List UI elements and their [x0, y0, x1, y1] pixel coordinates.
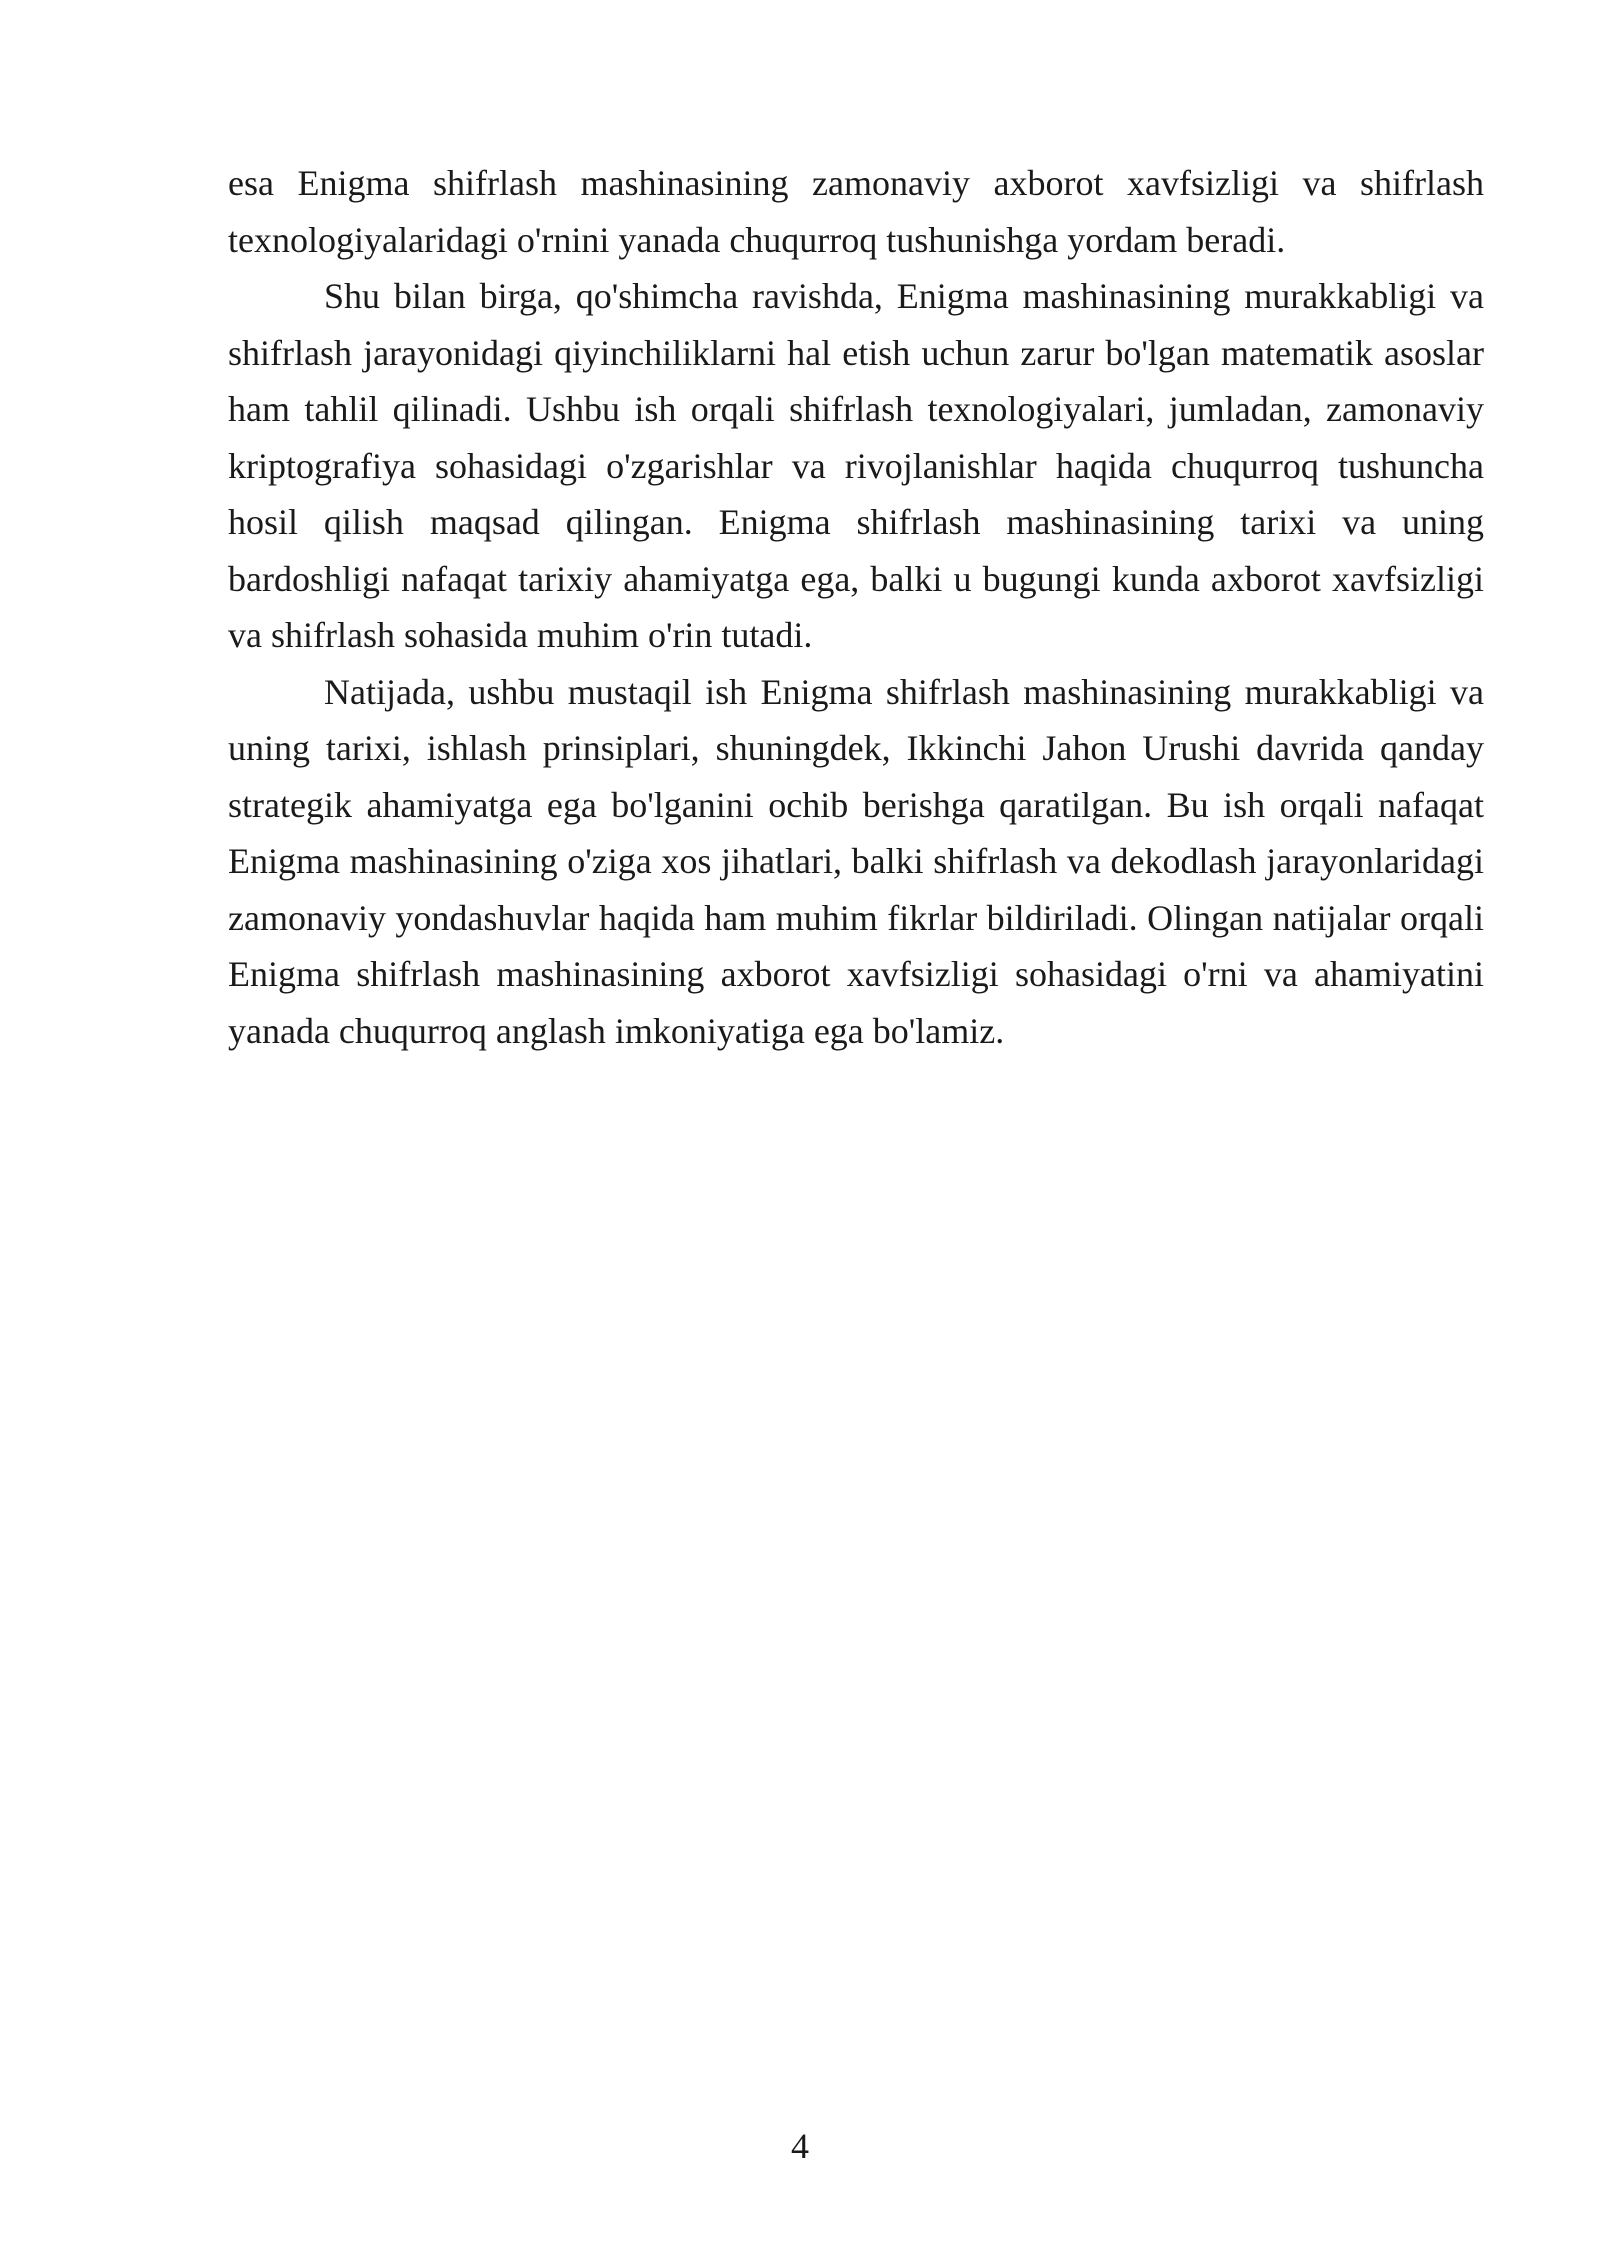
paragraph: Shu bilan birga, qo'shimcha ravishda, Enigma mashinasining murakkabligi va shifrlash jarayonidagi qiyinchiliklarni hal etish uchun zarur bo'lgan matematik asoslar ham tahlil qilinadi. Ushbu ish orqali shifrlash texnologiyalari, jumladan, zamonaviy kriptografiya sohasidagi o'zgarishlar va rivojlanishlar haqida chuqurroq tushuncha hosil qilish maqsad qilingan. Enigma shifrlash mashinasining tarixi va uning bardoshligi nafaqat tarixiy ahamiyatga ega, balki u bugungi kunda axborot xavfsizligi va shifrlash sohasida muhim o'rin tutadi.: [228, 276, 1484, 655]
paragraph-continuation: esa Enigma shifrlash mashinasining zamonaviy axborot xavfsizligi va shifrlash texnologiyalaridagi o'rnini yanada chuqurroq tushunishga yordam beradi.: [228, 163, 1484, 260]
body-text: [228, 155, 1484, 1059]
paragraph: Natijada, ushbu mustaqil ish Enigma shifrlash mashinasining murakkabligi va uning tarixi, ishlash prinsiplari, shuningdek, Ikkinchi Jahon Urushi davrida qanday strategik ahamiyatga ega bo'lganini ochib berishga qaratilgan. Bu ish orqali nafaqat Enigma mashinasining o'ziga xos jihatlari, balki shifrlash va dekodlash jarayonlaridagi zamonaviy yondashuvlar haqida ham muhim fikrlar bildiriladi. Olingan natijalar orqali Enigma shifrlash mashinasining axborot xavfsizligi sohasidagi o'rni va ahamiyatini yanada chuqurroq anglash imkoniyatiga ega bo'lamiz.: [228, 671, 1484, 1051]
page-number: 4: [791, 2126, 809, 2166]
